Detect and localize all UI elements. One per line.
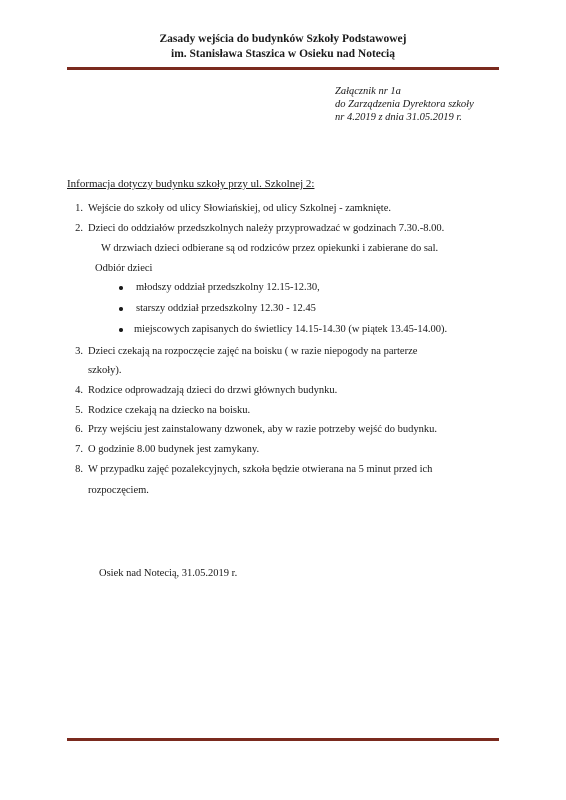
pickup-item-3: miejscowych zapisanych do świetlicy 14.15-14.30 (w piątek 13.45-14.00).: [134, 324, 448, 335]
item-8-text-line-2: rozpoczęciem.: [88, 485, 149, 496]
bullet-icon: [119, 307, 123, 311]
section-heading: Informacja dotyczy budynku szkoły przy ul. Szkolnej 2:: [67, 178, 315, 190]
top-divider: [67, 67, 499, 70]
item-number-6: 6.: [75, 424, 83, 435]
title-line-2: im. Stanisława Staszica w Osieku nad Notecią: [171, 48, 395, 60]
item-2-text-line-2: W drzwiach dzieci odbierane są od rodziców przez opiekunki i zabierane do sal.: [101, 243, 439, 254]
item-6-text: Przy wejściu jest zainstalowany dzwonek, aby w razie potrzeby wejść do budynku.: [88, 424, 438, 435]
bullet-icon: [119, 286, 123, 290]
pickup-item-2: starszy oddział przedszkolny 12.30 - 12.45: [136, 303, 316, 314]
annex-line-3: nr 4.2019 z dnia 31.05.2019 r.: [335, 112, 462, 123]
item-7-text: O godzinie 8.00 budynek jest zamykany.: [88, 444, 260, 455]
annex-note: [335, 85, 474, 124]
place-and-date: Osiek nad Notecią, 31.05.2019 r.: [99, 568, 238, 579]
item-4-text: Rodzice odprowadzają dzieci do drzwi głównych budynku.: [88, 385, 338, 396]
item-number-3: 3.: [75, 346, 83, 357]
item-number-8: 8.: [75, 464, 83, 475]
item-8-text-line-1: W przypadku zajęć pozalekcyjnych, szkoła będzie otwierana na 5 minut przed ich: [88, 464, 433, 475]
bottom-divider: [67, 738, 499, 741]
annex-line-2: do Zarządzenia Dyrektora szkoły: [335, 99, 474, 110]
item-number-7: 7.: [75, 444, 83, 455]
item-number-4: 4.: [75, 385, 83, 396]
title-line-1: Zasady wejścia do budynków Szkoły Podstawowej: [159, 33, 407, 45]
annex-line-1: Załącznik nr 1a: [335, 86, 401, 97]
item-3-text-line-1: Dzieci czekają na rozpoczęcie zajęć na boisku ( w razie niepogody na parterze: [88, 346, 418, 357]
pickup-heading: Odbiór dzieci: [95, 263, 153, 274]
item-number-2: 2.: [75, 223, 83, 234]
item-number-1: 1.: [75, 203, 83, 214]
item-2-text-line-1: Dzieci do oddziałów przedszkolnych należy przyprowadzać w godzinach 7.30.-8.00.: [88, 223, 445, 234]
document-title: [0, 32, 566, 62]
pickup-item-1: młodszy oddział przedszkolny 12.15-12.30,: [136, 282, 320, 293]
item-3-text-line-2: szkoły).: [88, 365, 122, 376]
item-5-text: Rodzice czekają na dziecko na boisku.: [88, 405, 251, 416]
item-1-text: Wejście do szkoły od ulicy Słowiańskiej, od ulicy Szkolnej - zamknięte.: [88, 203, 392, 214]
bullet-icon: [119, 328, 123, 332]
item-number-5: 5.: [75, 405, 83, 416]
